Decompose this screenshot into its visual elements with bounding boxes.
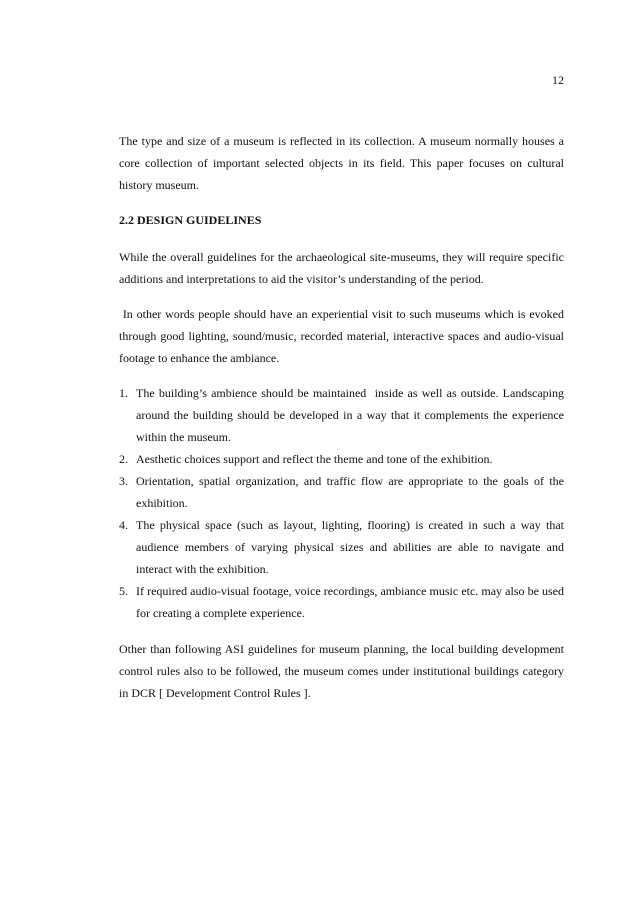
list-item <box>119 448 564 470</box>
list-item-text: The physical space (such as layout, lighting, flooring) is created in such a way that audience members of varying physical sizes and abilities are able to navigate and interact with the exhibition. <box>136 518 564 576</box>
list-item <box>119 382 567 448</box>
list-item-number: 1. <box>119 386 128 400</box>
list-item-text: Aesthetic choices support and reflect the theme and tone of the exhibition. <box>136 452 493 466</box>
list-item <box>119 470 564 514</box>
guidelines-paragraph: While the overall guidelines for the archaeological site-museums, they will require specific additions and interpretations to aid the visitor’s understanding of the period. <box>119 250 564 286</box>
list-item-number: 3. <box>119 474 128 488</box>
page-number: 12 <box>552 73 564 87</box>
list-item-number: 4. <box>119 518 128 532</box>
section-heading: 2.2 DESIGN GUIDELINES <box>119 213 262 227</box>
experiential-paragraph: In other words people should have an experiential visit to such museums which is evoked through good lighting, sound/music, recorded material, interactive spaces and audio-visual footage to enhance the ambiance. <box>119 307 567 365</box>
page-body <box>119 130 567 704</box>
list-item-number: 5. <box>119 584 128 598</box>
list-item-text: If required audio-visual footage, voice recordings, ambiance music etc. may also be used for creating a complete experience. <box>136 584 564 620</box>
list-item <box>119 580 564 624</box>
intro-paragraph: The type and size of a museum is reflected in its collection. A museum normally houses a core collection of important selected objects in its field. This paper focuses on cultural history museum. <box>119 134 564 192</box>
list-item <box>119 514 564 580</box>
final-paragraph: Other than following ASI guidelines for museum planning, the local building development control rules also to be followed, the museum comes under institutional buildings category in DCR [ Development Control Rules ]. <box>119 642 564 700</box>
list-item-text: Orientation, spatial organization, and traffic flow are appropriate to the goals of the exhibition. <box>136 474 564 510</box>
list-item-text: The building’s ambience should be maintained inside as well as outside. Landscaping around the building should be developed in a way that it complements the experience within the museum. <box>136 386 567 444</box>
list-item-number: 2. <box>119 452 128 466</box>
guidelines-list <box>119 382 567 624</box>
